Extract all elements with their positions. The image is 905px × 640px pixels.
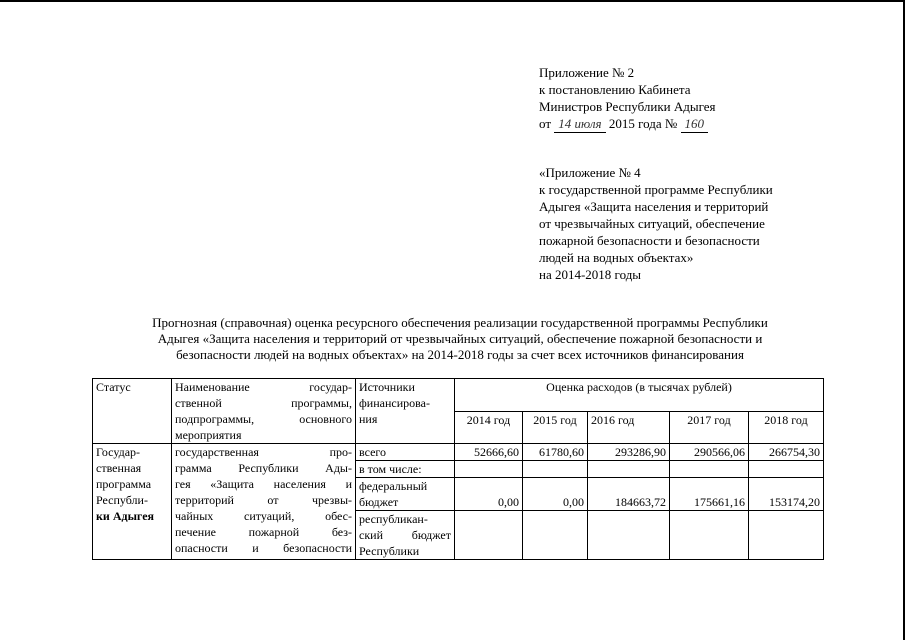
table-row <box>93 444 824 461</box>
header-year: 2016 год <box>588 411 670 444</box>
date-mid: 2015 года № <box>608 116 678 131</box>
value-cell: 290566,06 <box>670 444 749 461</box>
value-cell <box>455 461 523 478</box>
value-cell <box>455 511 523 560</box>
header-year: 2017 год <box>670 411 749 444</box>
value-cell <box>523 461 588 478</box>
value-cell: 266754,30 <box>749 444 824 461</box>
value-cell <box>749 511 824 560</box>
title-line: безопасности людей на водных объектах» на 2014-2018 годы за счет всех источников финансирования <box>176 347 744 362</box>
value-cell <box>523 511 588 560</box>
source-cell: федеральный бюджет <box>356 478 455 511</box>
handwritten-date: 14 июля <box>554 115 605 133</box>
appendix-line: к постановлению Кабинета <box>539 82 691 97</box>
header-year: 2018 год <box>749 411 824 444</box>
appendix-line: на 2014-2018 годы <box>539 267 642 282</box>
appendix-date-line <box>539 115 716 133</box>
value-cell: 175661,16 <box>670 478 749 511</box>
appendix-line: от чрезвычайных ситуаций, обеспечение <box>539 216 765 231</box>
appendix-line: Министров Республики Адыгея <box>539 99 716 114</box>
value-cell: 153174,20 <box>749 478 824 511</box>
appendix-line: Адыгея «Защита населения и территорий <box>539 199 769 214</box>
appendix-line: пожарной безопасности и безопасности <box>539 233 760 248</box>
appendix-line: «Приложение № 4 <box>539 165 641 180</box>
header-year: 2014 год <box>455 411 523 444</box>
resource-table <box>92 378 824 560</box>
value-cell <box>749 461 824 478</box>
value-cell: 61780,60 <box>523 444 588 461</box>
appendix-line: к государственной программе Республики <box>539 182 773 197</box>
value-cell: 184663,72 <box>588 478 670 511</box>
value-cell <box>670 461 749 478</box>
appendix-line: Приложение № 2 <box>539 65 635 80</box>
source-cell: республикан- ский бюджет Республики <box>356 511 455 560</box>
title-line: Прогнозная (справочная) оценка ресурсного обеспечения реализации государственной программы Республики <box>152 315 768 330</box>
source-cell: всего <box>356 444 455 461</box>
value-cell: 293286,90 <box>588 444 670 461</box>
header-sources: Источники финансирова- ния <box>356 379 455 444</box>
program-name-cell: государственная про- грамма Республики Ады- гея «Защита населения и территорий от чрезвы- чайных ситуаций, обес- печение пожарной без- опасности и безопасности <box>172 444 356 560</box>
appendix-block-2 <box>539 164 773 283</box>
value-cell: 52666,60 <box>455 444 523 461</box>
value-cell <box>588 511 670 560</box>
header-estimate: Оценка расходов (в тысячах рублей) <box>455 379 824 412</box>
appendix-block-1 <box>539 64 716 133</box>
appendix-line: людей на водных объектах» <box>539 250 694 265</box>
value-cell <box>670 511 749 560</box>
document-title <box>90 315 830 363</box>
date-prefix: от <box>539 116 552 131</box>
header-year: 2015 год <box>523 411 588 444</box>
handwritten-number: 160 <box>681 115 709 133</box>
header-name: Наименование государ- ственной программы, подпрограммы, основного мероприятия <box>172 379 356 444</box>
source-cell: в том числе: <box>356 461 455 478</box>
header-row <box>93 379 824 412</box>
status-cell: Государ- ственная программа Республи- ки Адыгея <box>93 444 172 560</box>
title-line: Адыгея «Защита населения и территорий от чрезвычайных ситуаций, обеспечение пожарной безопасности и <box>157 331 763 346</box>
value-cell: 0,00 <box>523 478 588 511</box>
value-cell: 0,00 <box>455 478 523 511</box>
value-cell <box>588 461 670 478</box>
header-status: Статус <box>93 379 172 444</box>
scan-edge-top <box>0 0 905 2</box>
